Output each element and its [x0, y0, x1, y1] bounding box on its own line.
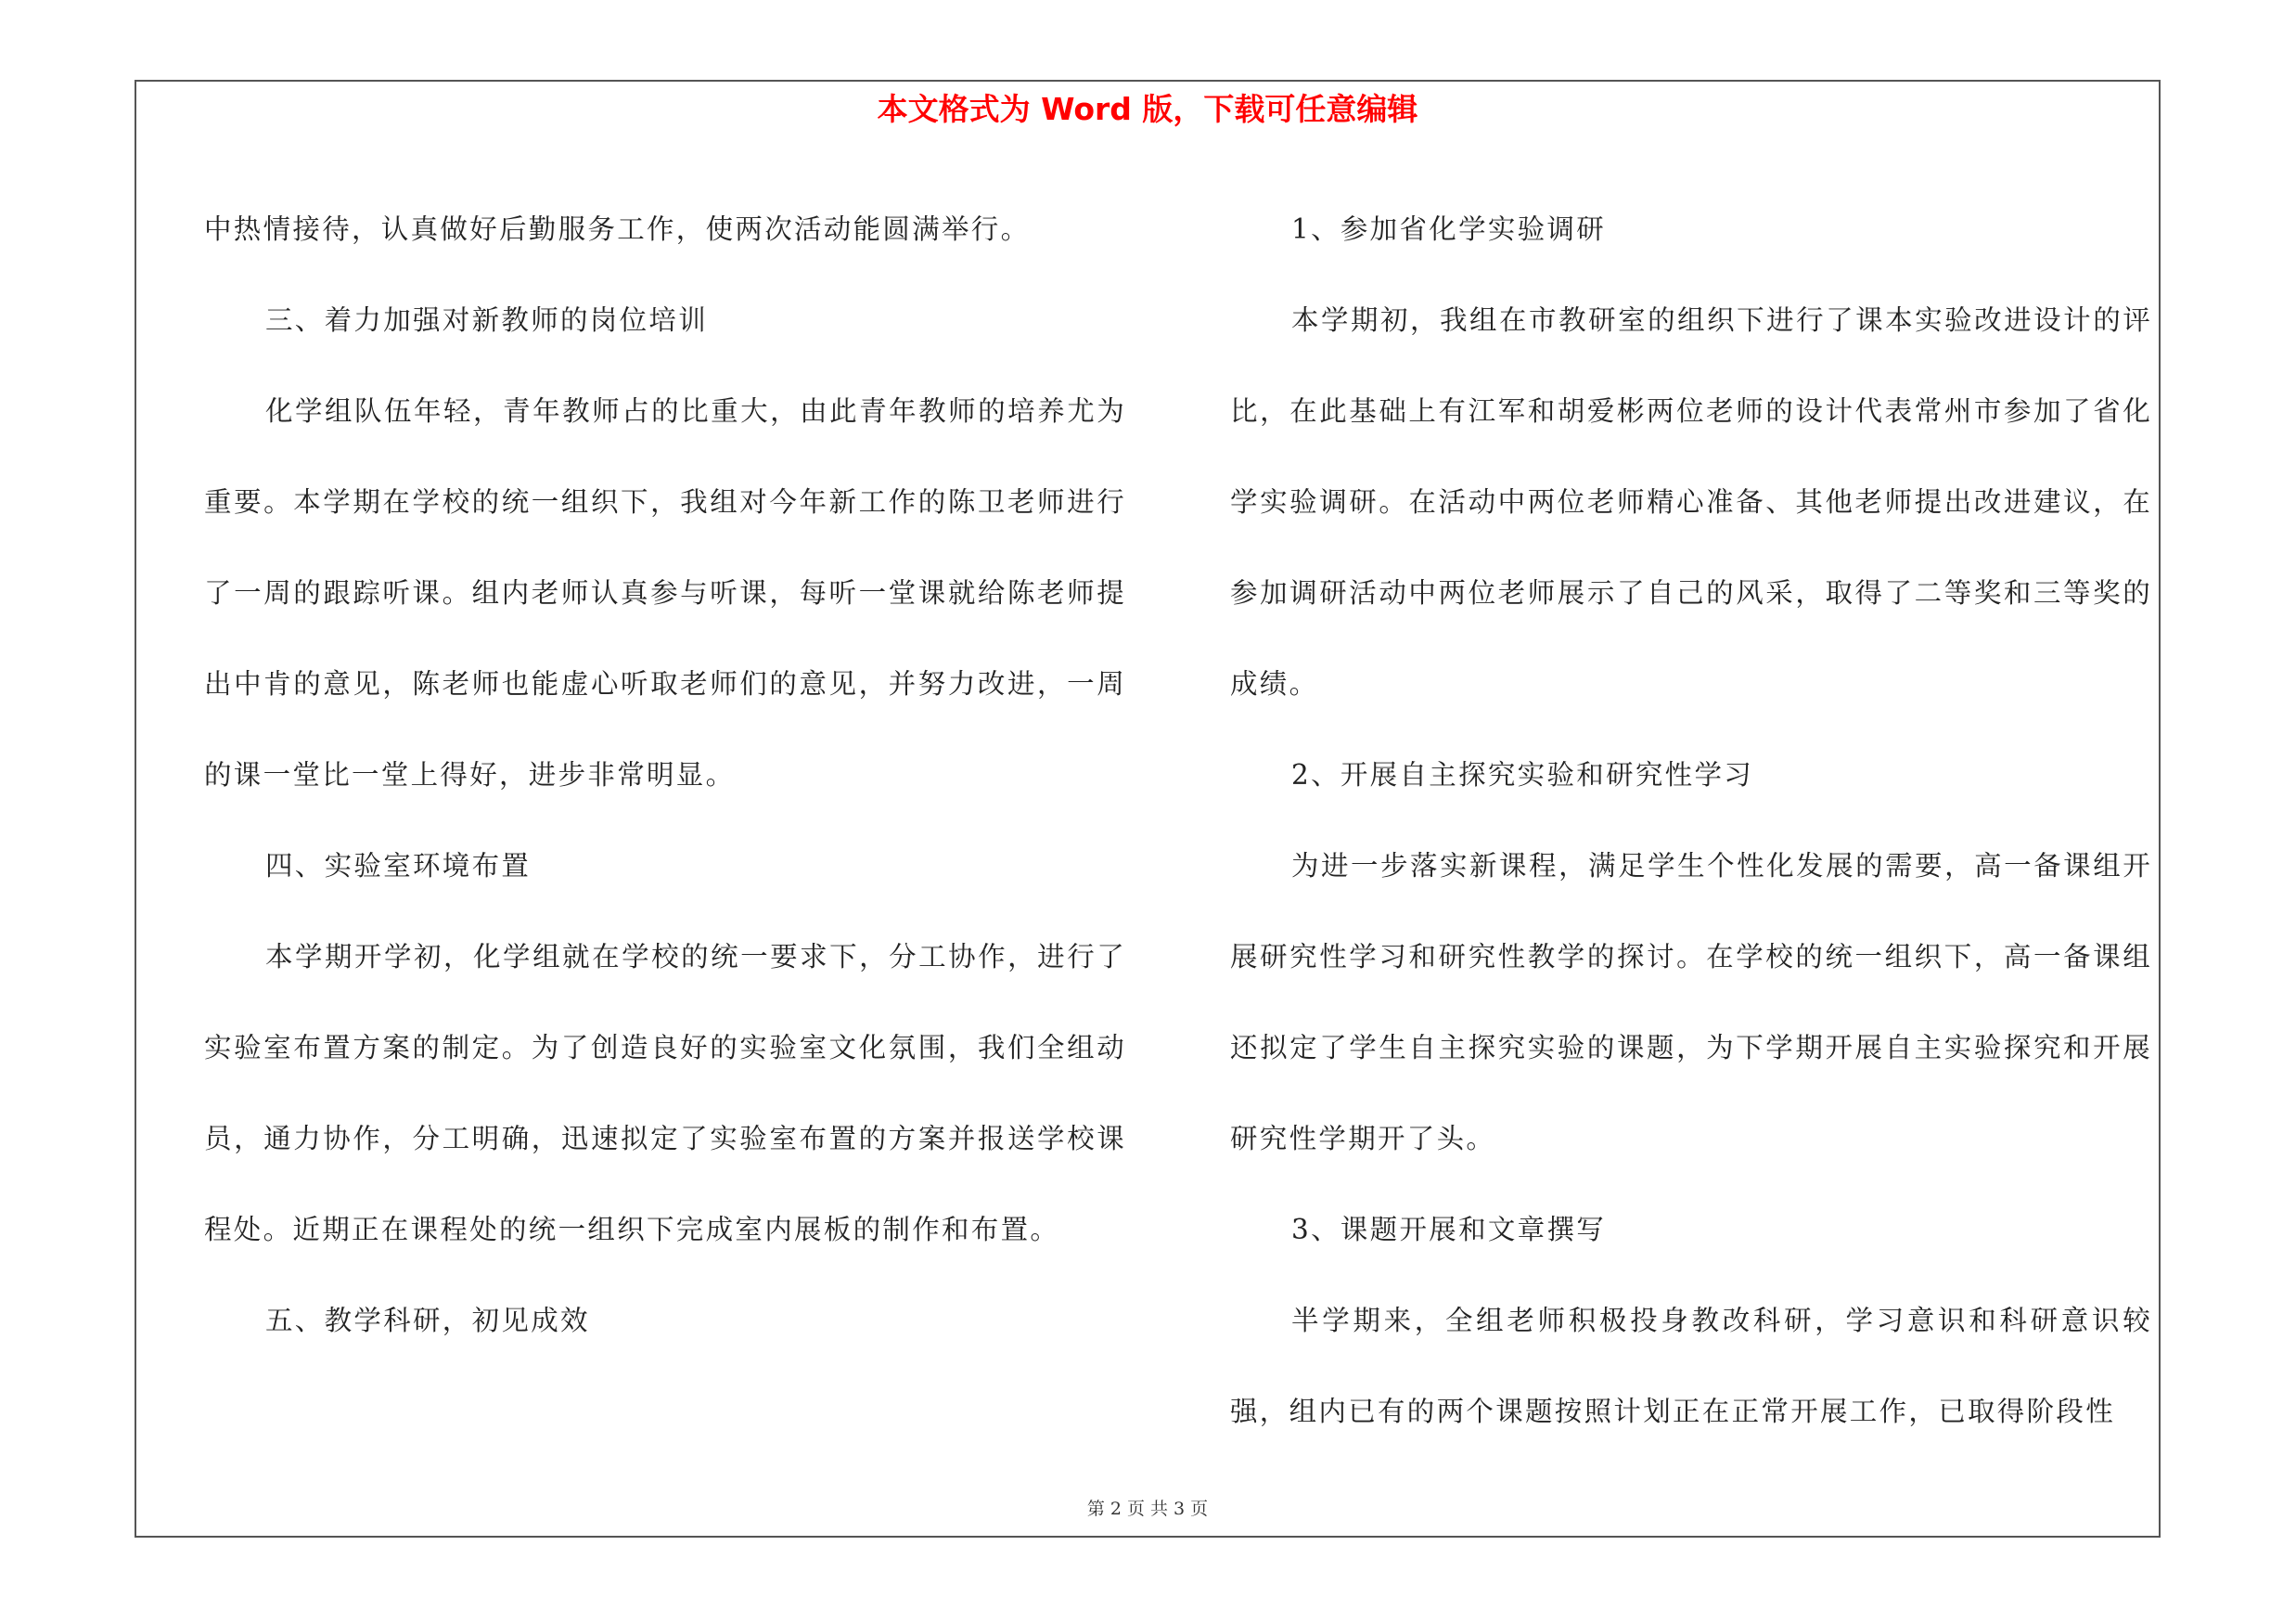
subsection-heading: 3、课题开展和文章撰写 [1291, 1214, 1607, 1245]
format-notice-banner: 本文格式为 Word 版，下载可任意编辑 [877, 91, 1418, 127]
right-column [1230, 184, 2152, 1457]
page-number-footer: 第 2 页 共 3 页 [1086, 1499, 1209, 1519]
subsection-heading: 2、开展自主探究实验和研究性学习 [1291, 759, 1754, 791]
paragraph: 本学期初，我组在市教研室的组织下进行了课本实验改进设计的评比，在此基础上有江军和胡爱彬两位老师的设计代表常州市参加了省化学实验调研。在活动中两位老师精心准备、其他老师提出改进建议，在参加调研活动中两位老师展示了自己的风采，取得了二等奖和三等奖的成绩。 [1230, 304, 2152, 700]
section-heading: 三、着力加强对新教师的岗位培训 [265, 304, 709, 336]
section-heading: 四、实验室环境布置 [265, 850, 532, 882]
paragraph: 为进一步落实新课程，满足学生个性化发展的需要，高一备课组开展研究性学习和研究性教学的探讨。在学校的统一组织下，高一备课组还拟定了学生自主探究实验的课题，为下学期开展自主实验探究和开展研究性学期开了头。 [1230, 850, 2152, 1154]
paragraph: 中热情接待，认真做好后勤服务工作，使两次活动能圆满举行。 [204, 213, 1031, 245]
left-column [204, 184, 1126, 1366]
paragraph: 本学期开学初，化学组就在学校的统一要求下，分工协作，进行了实验室布置方案的制定。为了创造良好的实验室文化氛围，我们全组动员，通力协作，分工明确，迅速拟定了实验室布置的方案并报送学校课程处。近期正在课程处的统一组织下完成室内展板的制作和布置。 [204, 941, 1126, 1245]
subsection-heading: 1、参加省化学实验调研 [1291, 213, 1607, 245]
paragraph: 化学组队伍年轻，青年教师占的比重大，由此青年教师的培养尤为重要。本学期在学校的统一组织下，我组对今年新工作的陈卫老师进行了一周的跟踪听课。组内老师认真参与听课，每听一堂课就给陈老师提出中肯的意见，陈老师也能虚心听取老师们的意见，并努力改进，一周的课一堂比一堂上得好，进步非常明显。 [204, 395, 1126, 791]
paragraph: 半学期来，全组老师积极投身教改科研，学习意识和科研意识较强，组内已有的两个课题按照计划正在正常开展工作，已取得阶段性 [1230, 1305, 2152, 1427]
section-heading: 五、教学科研，初见成效 [265, 1305, 590, 1336]
